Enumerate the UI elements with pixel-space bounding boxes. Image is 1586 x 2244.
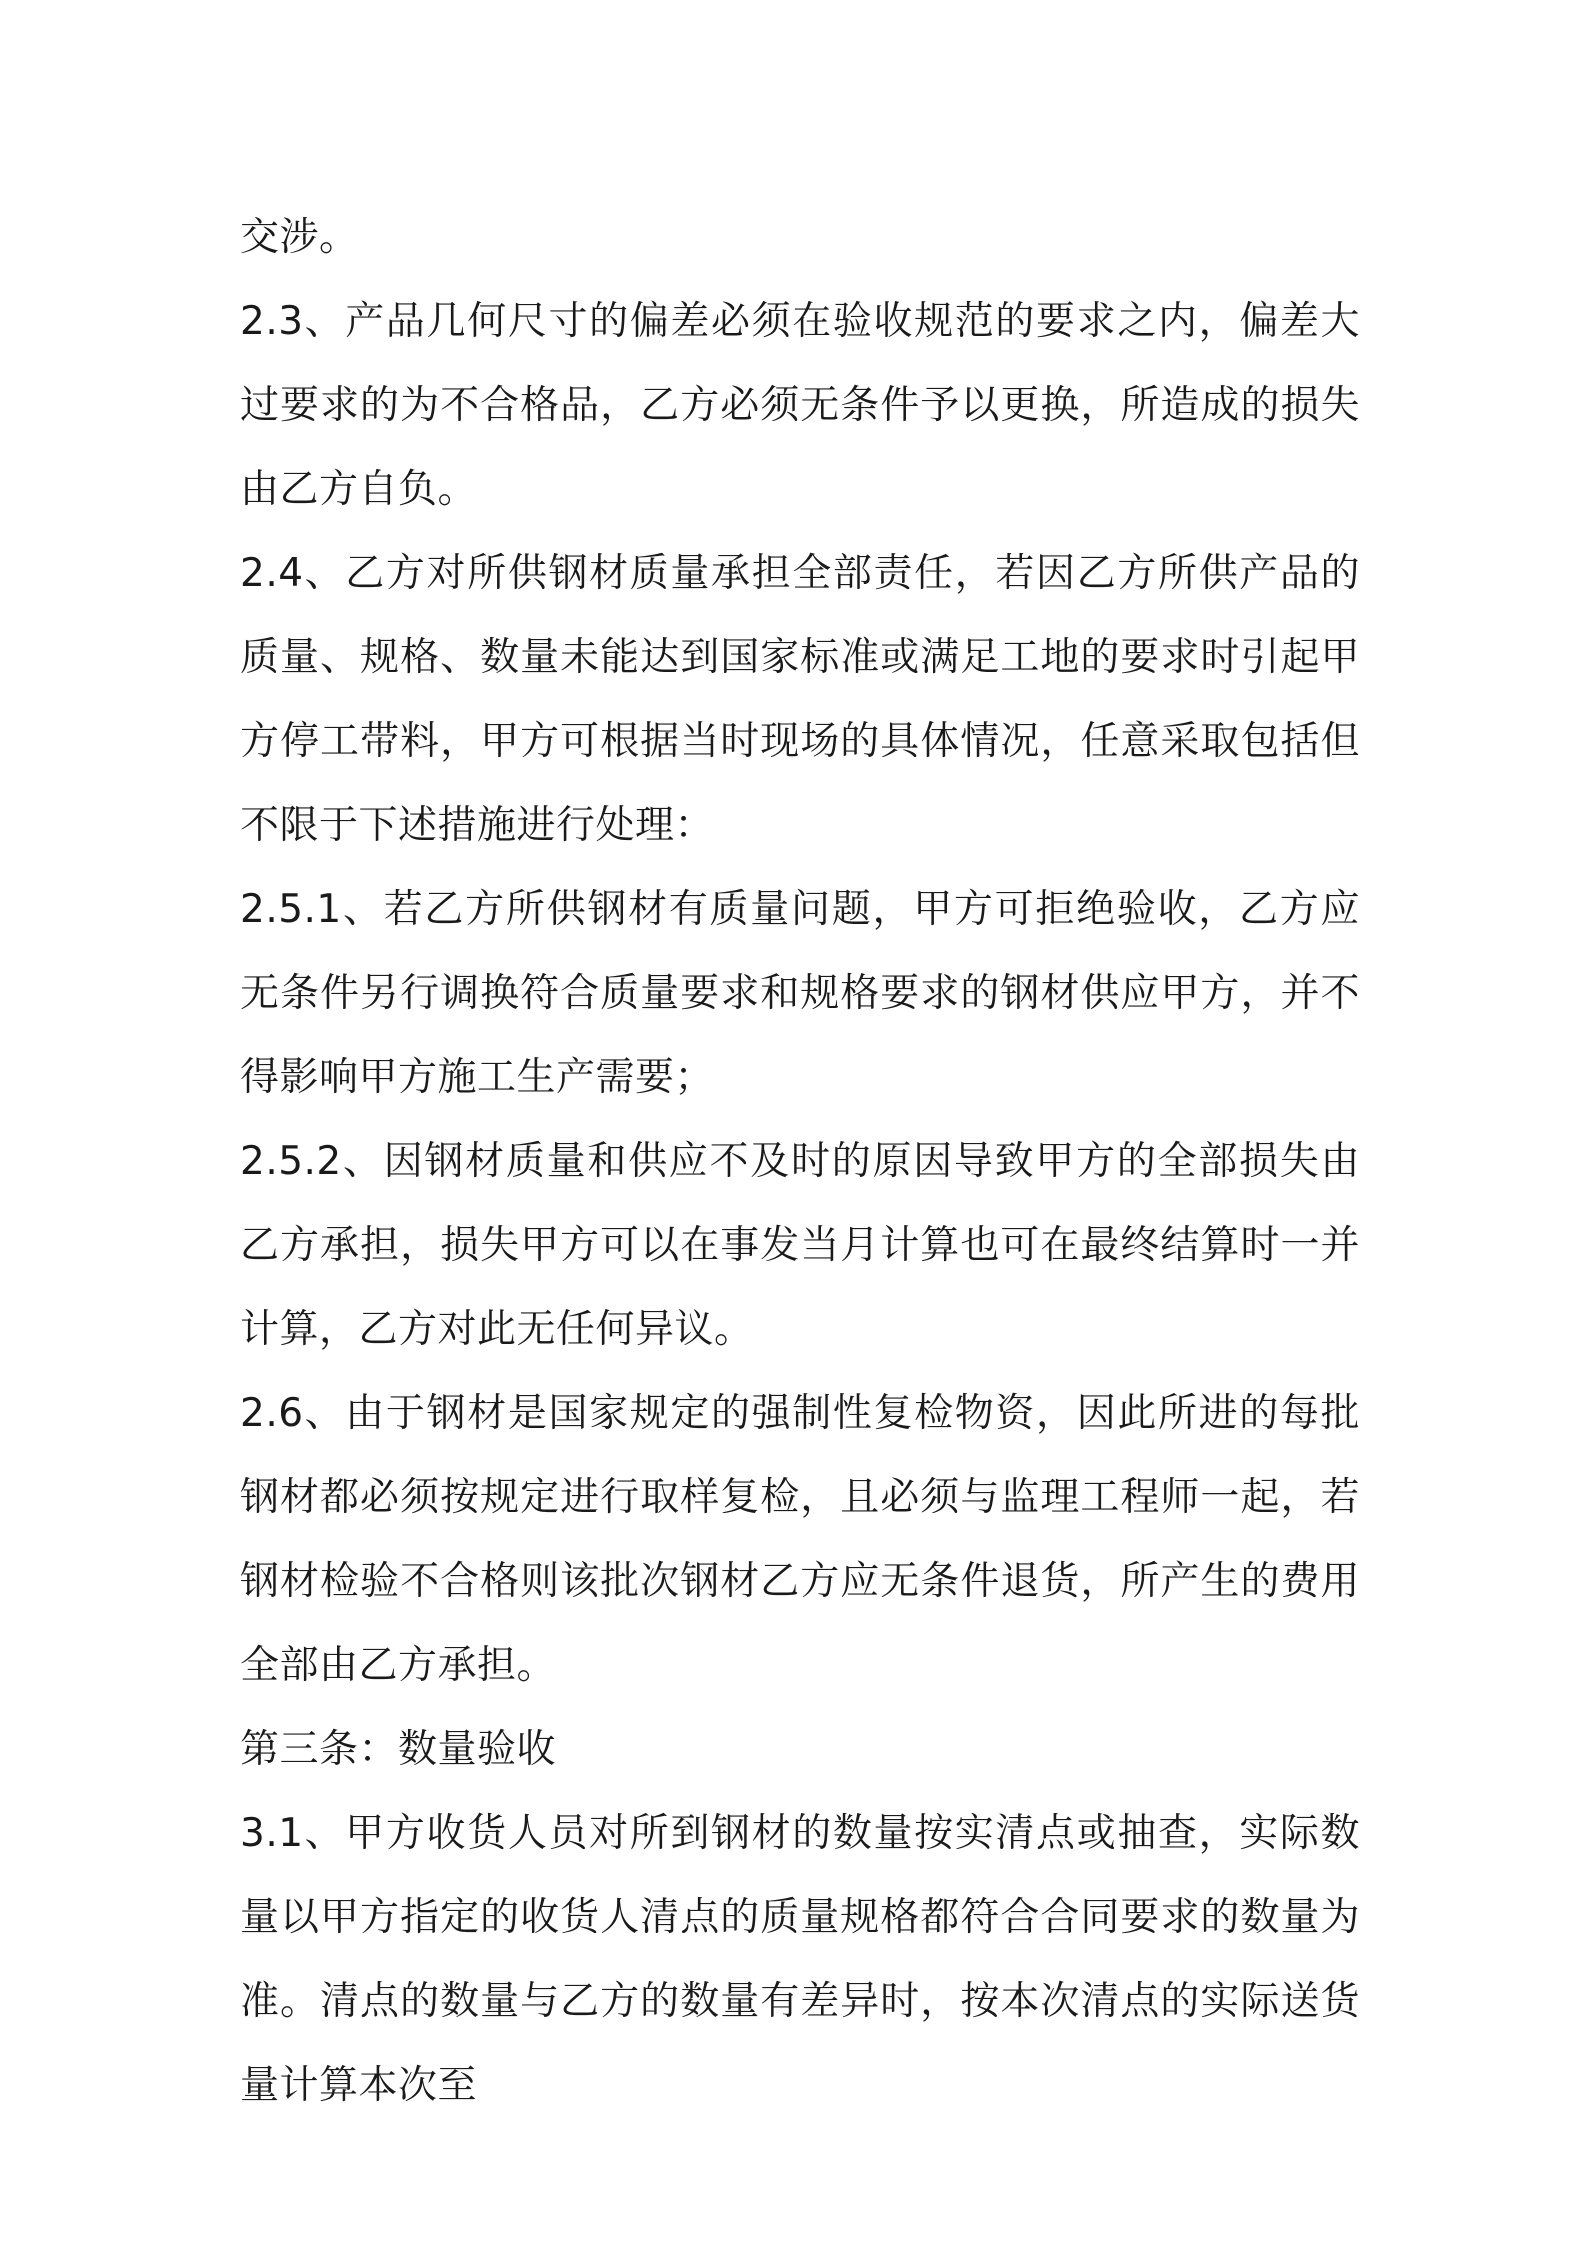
clause-2-5-1: 2.5.1、若乙方所供钢材有质量问题，甲方可拒绝验收，乙方应无条件另行调换符合质量要求和规格要求的钢材供应甲方，并不得影响甲方施工生产需要； — [240, 887, 1360, 1100]
clause-2-6: 2.6、由于钢材是国家规定的强制性复检物资，因此所进的每批钢材都必须按规定进行取样复检，且必须与监理工程师一起，若钢材检验不合格则该批次钢材乙方应无条件退货，所产生的费用全部由乙方承担。 — [240, 1391, 1360, 1688]
document-body — [240, 196, 1360, 2128]
article-3-heading: 第三条：数量验收 — [240, 1727, 557, 1772]
clause-2-5-2: 2.5.2、因钢材质量和供应不及时的原因导致甲方的全部损失由乙方承担，损失甲方可以在事发当月计算也可在最终结算时一并计算，乙方对此无任何异议。 — [240, 1139, 1360, 1352]
clause-2-3: 2.3、产品几何尺寸的偏差必须在验收规范的要求之内，偏差大过要求的为不合格品，乙方必须无条件予以更换，所造成的损失由乙方自负。 — [240, 299, 1360, 512]
clause-2-4: 2.4、乙方对所供钢材质量承担全部责任，若因乙方所供产品的质量、规格、数量未能达到国家标准或满足工地的要求时引起甲方停工带料，甲方可根据当时现场的具体情况，任意采取包括但不限于下述措施进行处理： — [240, 551, 1360, 848]
paragraph-continuation: 交涉。 — [240, 215, 359, 260]
clause-3-1: 3.1、甲方收货人员对所到钢材的数量按实清点或抽查，实际数量以甲方指定的收货人清点的质量规格都符合合同要求的数量为准。清点的数量与乙方的数量有差异时，按本次清点的实际送货量计算本次至 — [240, 1811, 1360, 2108]
